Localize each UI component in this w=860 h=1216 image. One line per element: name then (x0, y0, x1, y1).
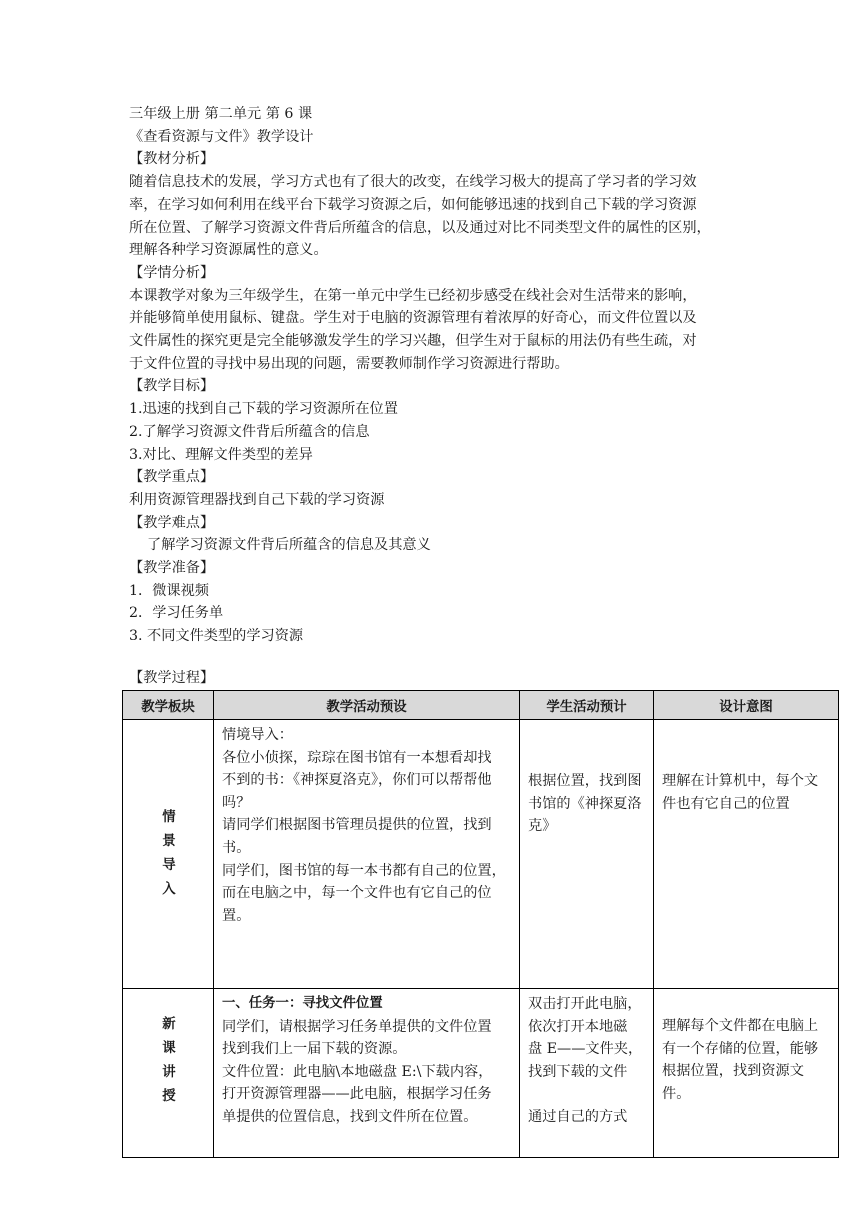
goals-heading: 【教学目标】 (129, 378, 215, 395)
document-title: 《查看资源与文件》教学设计 (129, 128, 314, 145)
block-cell: 新 课 讲 授 (123, 989, 214, 1158)
document-body (129, 103, 739, 648)
difficulty-heading: 【教学难点】 (129, 514, 215, 531)
students-line: 本课教学对象为三年级学生，在第一单元中学生已经初步感受在线社会对生活带来的影响， (129, 287, 697, 304)
students-line: 文件属性的探究更是完全能够激发学生的学习兴趣，但学生对于鼠标的用法仍有些生疏，对 (129, 333, 697, 350)
table-row (123, 989, 839, 1158)
students-line: 于文件位置的寻找中易出现的问题，需要教师制作学习资源进行帮助。 (129, 355, 569, 372)
prep-item: 1．微课视频 (129, 582, 209, 599)
material-line: 率，在学习如何利用在线平台下载学习资源之后，如何能够迅速的找到自己下载的学习资源 (129, 196, 697, 213)
process-heading: 【教学过程】 (129, 670, 215, 686)
student-cell: 根据位置，找到图 书馆的《神探夏洛 克》 (520, 720, 654, 989)
material-line: 所在位置、了解学习资源文件背后所蕴含的信息，以及通过对比不同类型文件的属性的区别， (129, 219, 711, 236)
table-header-row (123, 691, 839, 720)
key-text: 利用资源管理器找到自己下载的学习资源 (129, 491, 385, 508)
goal-item: 1.迅速的找到自己下载的学习资源所在位置 (129, 401, 398, 418)
header-student: 学生活动预计 (520, 691, 654, 720)
students-heading: 【学情分析】 (129, 264, 215, 281)
material-line: 随着信息技术的发展，学习方式也有了很大的改变，在线学习极大的提高了学习者的学习效 (129, 174, 697, 191)
activity-cell: 情境导入： 各位小侦探，琮琮在图书馆有一本想看却找 不到的书：《神探夏洛克》，你们可以帮帮他 吗？ 请同学们根据图书管理员提供的位置，找到 书。 同学们，图书馆的每一本书都有自己的位置， 而在电脑之中，每一个文件也有它自己的位 置。 (214, 720, 520, 989)
block-cell: 情 景 导 入 (123, 720, 214, 989)
header-block: 教学板块 (123, 691, 214, 720)
key-heading: 【教学重点】 (129, 469, 215, 486)
teaching-process-table (122, 690, 839, 1158)
prep-item: 2．学习任务单 (129, 605, 224, 622)
goal-item: 2.了解学习资源文件背后所蕴含的信息 (129, 423, 370, 440)
course-line: 三年级上册 第二单元 第 6 课 (129, 106, 313, 122)
header-activity: 教学活动预设 (214, 691, 520, 720)
intent-cell: 理解每个文件都在电脑上 有一个存储的位置，能够 根据位置，找到资源文件。 (654, 989, 839, 1158)
intent-cell: 理解在计算机中，每个文 件也有它自己的位置 (654, 720, 839, 989)
material-heading: 【教材分析】 (129, 151, 215, 168)
header-intent: 设计意图 (654, 691, 839, 720)
prep-heading: 【教学准备】 (129, 560, 215, 577)
goal-item: 3.对比、理解文件类型的差异 (129, 446, 313, 463)
student-cell: 双击打开此电脑， 依次打开本地磁 盘 E——文件夹， 找到下载的文件 通过自己的方式 (520, 989, 654, 1158)
task-title: 一、任务一：寻找文件位置 (222, 996, 383, 1011)
activity-cell: 一、任务一：寻找文件位置 同学们，请根据学习任务单提供的文件位置 找到我们上一届下载的资源。 文件位置：此电脑\本地磁盘 E:\下载内容， 打开资源管理器——此电脑，根据学习任务 单提供的位置信息，找到文件所在位置。 (214, 989, 520, 1158)
students-line: 并能够简单使用鼠标、键盘。学生对于电脑的资源管理有着浓厚的好奇心，而文件位置以及 (129, 310, 697, 327)
difficulty-text: 了解学习资源文件背后所蕴含的信息及其意义 (147, 537, 431, 554)
table-row (123, 720, 839, 989)
material-line: 理解各种学习资源属性的意义。 (129, 242, 328, 259)
prep-item: 3. 不同文件类型的学习资源 (129, 628, 304, 645)
